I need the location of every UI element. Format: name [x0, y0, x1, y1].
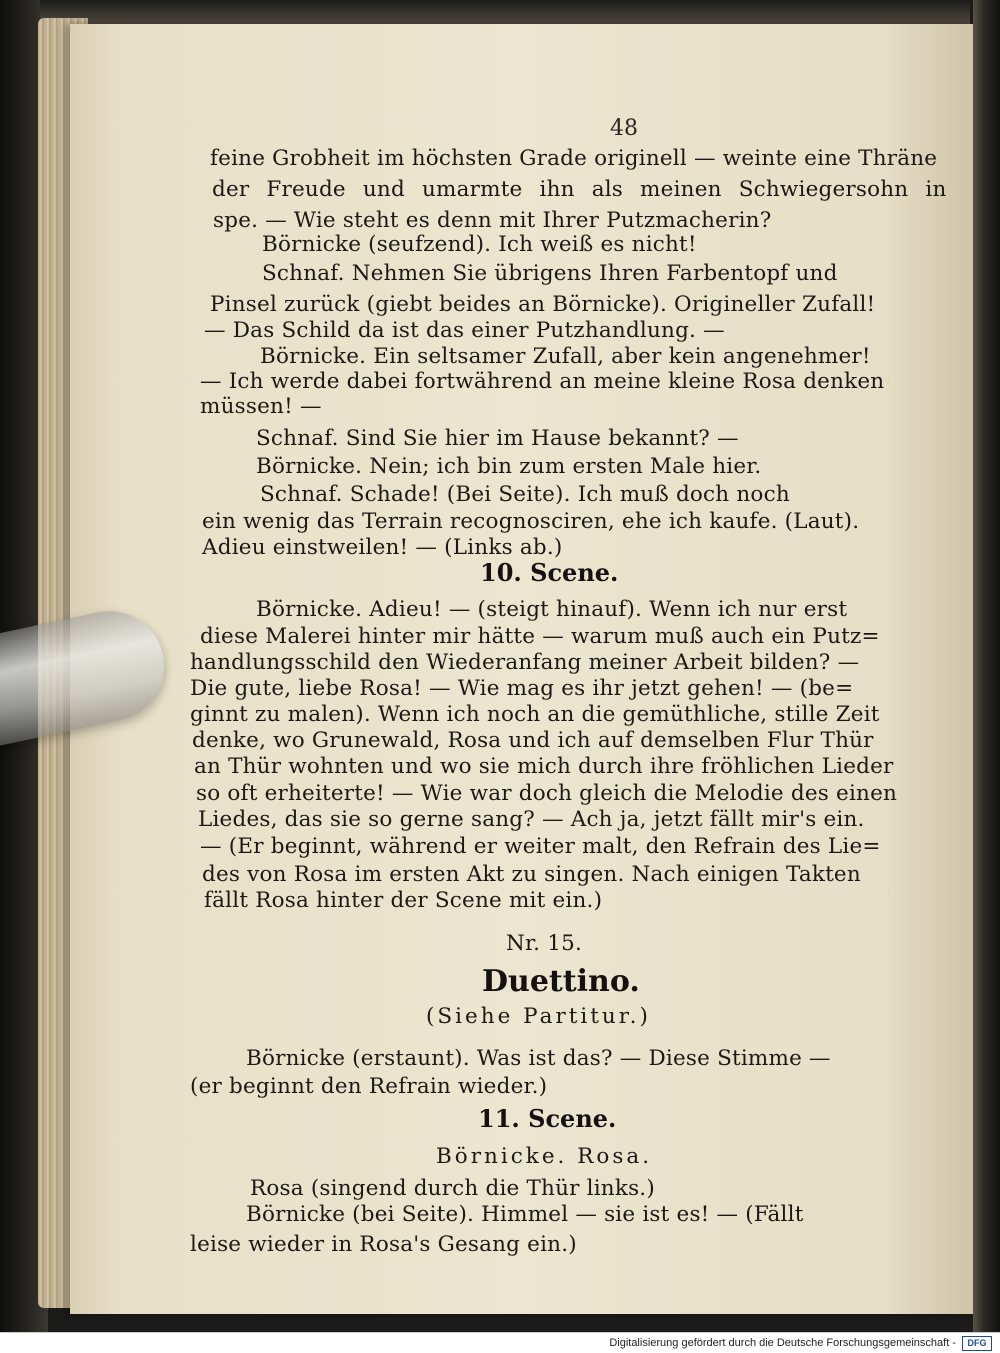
- text-line: Schnaf. Schade! (Bei Seite). Ich muß doch noch: [260, 482, 790, 507]
- page-number: 48: [610, 116, 638, 141]
- text-line: fällt Rosa hinter der Scene mit ein.): [204, 888, 603, 913]
- text-line: Pinsel zurück (giebt beides an Börnicke). Origineller Zufall!: [210, 292, 876, 317]
- dfg-logo: DFG: [962, 1336, 992, 1351]
- text-line: diese Malerei hinter mir hätte — warum muß auch ein Putz=: [200, 624, 880, 649]
- text-line: der Freude und umarmte ihn als meinen Schwiegersohn in: [212, 177, 947, 202]
- text-line: — Das Schild da ist das einer Putzhandlung. —: [204, 318, 725, 343]
- text-line: feine Grobheit im höchsten Grade originell — weinte eine Thräne: [210, 146, 938, 171]
- text-line: Liedes, das sie so gerne sang? — Ach ja, jetzt fällt mir's ein.: [198, 807, 865, 832]
- text-line: ginnt zu malen). Wenn ich noch an die gemüthliche, stille Zeit: [190, 702, 880, 727]
- text-line: so oft erheiterte! — Wie war doch gleich die Melodie des einen: [196, 781, 898, 806]
- credit-bar: [0, 1332, 1000, 1353]
- text-line: Schnaf. Nehmen Sie übrigens Ihren Farbentopf und: [262, 261, 838, 286]
- text-line: Börnicke (erstaunt). Was ist das? — Diese Stimme —: [246, 1046, 831, 1071]
- number-label: Nr. 15.: [506, 931, 582, 956]
- text-line: — Ich werde dabei fortwährend an meine kleine Rosa denken: [200, 369, 885, 394]
- scene-heading: 11. Scene.: [478, 1104, 617, 1133]
- partitur-note: (Siehe Partitur.): [426, 1004, 651, 1029]
- text-line: Börnicke. Ein seltsamer Zufall, aber kein angenehmer!: [260, 344, 871, 369]
- text-line: Börnicke (bei Seite). Himmel — sie ist es! — (Fällt: [246, 1202, 804, 1227]
- text-line: Börnicke (seufzend). Ich weiß es nicht!: [262, 232, 697, 257]
- text-line: (er beginnt den Refrain wieder.): [190, 1074, 548, 1099]
- text-line: des von Rosa im ersten Akt zu singen. Nach einigen Takten: [202, 862, 861, 887]
- scene-characters: Börnicke. Rosa.: [436, 1144, 653, 1169]
- credit-text: Digitalisierung gefördert durch die Deutsche Forschungsgemeinschaft -: [609, 1337, 956, 1349]
- text-line: denke, wo Grunewald, Rosa und ich auf demselben Flur Thür: [192, 728, 874, 753]
- text-line: müssen! —: [200, 394, 322, 419]
- text-line: spe. — Wie steht es denn mit Ihrer Putzmacherin?: [213, 208, 772, 233]
- text-line: Adieu einstweilen! — (Links ab.): [202, 535, 563, 560]
- text-line: ein wenig das Terrain recognosciren, ehe ich kaufe. (Laut).: [202, 509, 860, 534]
- text-line: an Thür wohnten und wo sie mich durch ihre fröhlichen Lieder: [194, 754, 894, 779]
- text-line: Rosa (singend durch die Thür links.): [250, 1176, 655, 1201]
- text-line: handlungsschild den Wiederanfang meiner Arbeit bilden? —: [190, 650, 860, 675]
- text-line: Börnicke. Adieu! — (steigt hinauf). Wenn ich nur erst: [256, 597, 848, 622]
- text-line: Börnicke. Nein; ich bin zum ersten Male hier.: [256, 454, 762, 479]
- duettino-title: Duettino.: [482, 964, 640, 999]
- scene-heading: 10. Scene.: [480, 558, 619, 587]
- book-page: [70, 24, 973, 1314]
- text-line: — (Er beginnt, während er weiter malt, den Refrain des Lie=: [200, 834, 881, 859]
- book-right-edge: [973, 0, 1000, 1332]
- text-line: Die gute, liebe Rosa! — Wie mag es ihr jetzt gehen! — (be=: [190, 676, 854, 701]
- text-line: Schnaf. Sind Sie hier im Hause bekannt? —: [256, 426, 739, 451]
- text-line: leise wieder in Rosa's Gesang ein.): [190, 1232, 577, 1257]
